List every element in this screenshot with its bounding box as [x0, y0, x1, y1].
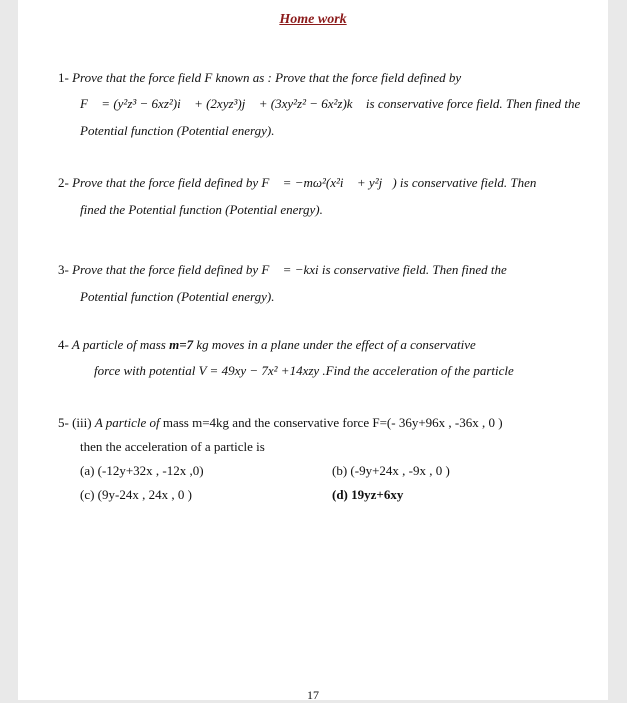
question-5-number: 5- [58, 415, 69, 430]
question-4-text-a: A particle of mass [71, 337, 170, 352]
question-1-formula: F⃗ = (y²z³ − 6xz²)i⃗ + (2xyz³)j⃗ + (3xy²z² − 6x²z)k⃗ is conservative force field. Then fined the [80, 96, 581, 111]
question-4-number: 4- [58, 337, 69, 352]
question-4-mass: m=7 [169, 337, 194, 352]
question-5-text-2: then the acceleration of a particle is [80, 439, 265, 454]
question-1-text-3: Potential function (Potential energy). [80, 123, 275, 138]
question-5-text-b: A particle of [94, 415, 160, 430]
question-4-text-2: force with potential V = 49xy − 7x² +14xzy .Find the acceleration of the particle [94, 363, 514, 378]
question-5-option-a: (a) (-12y+32x , -12x ,0) [80, 463, 204, 478]
question-4-line-1 [58, 337, 476, 353]
question-2-text-1: Prove that the force field defined by F⃗ = −mω²(x²i⃗ + y²j⃗) is conservative field. Then [72, 175, 537, 190]
question-4-text-c: kg moves in a plane under the effect of a conservative [193, 337, 476, 352]
question-3-line-1 [58, 262, 507, 278]
question-1-line-1 [58, 70, 461, 86]
page-title: Home work [279, 12, 347, 27]
page-number: 17 [307, 688, 319, 702]
question-5-option-c: (c) (9y-24x , 24x , 0 ) [80, 487, 192, 502]
question-2-text-2: fined the Potential function (Potential energy). [80, 202, 323, 217]
question-1-text-1: Prove that the force field F known as : Prove that the force field defined by [72, 70, 462, 85]
question-2-line-1 [58, 175, 536, 191]
question-5-text-a: (iii) [72, 415, 95, 430]
document-page [18, 0, 608, 700]
question-3-number: 3- [58, 262, 69, 277]
question-5-line-1 [58, 415, 503, 431]
question-2-number: 2- [58, 175, 69, 190]
question-5-option-d: (d) 19yz+6xy [332, 487, 404, 502]
question-3-text-1: Prove that the force field defined by F⃗ = −kxi is conservative field. Then fined the [72, 262, 507, 277]
question-5-option-b: (b) (-9y+24x , -9x , 0 ) [332, 463, 450, 478]
question-1-number: 1- [58, 70, 69, 85]
question-5-text-c: mass m=4kg and the conservative force F=(- 36y+96x , -36x , 0 ) [159, 415, 503, 430]
question-3-text-2: Potential function (Potential energy). [80, 289, 275, 304]
